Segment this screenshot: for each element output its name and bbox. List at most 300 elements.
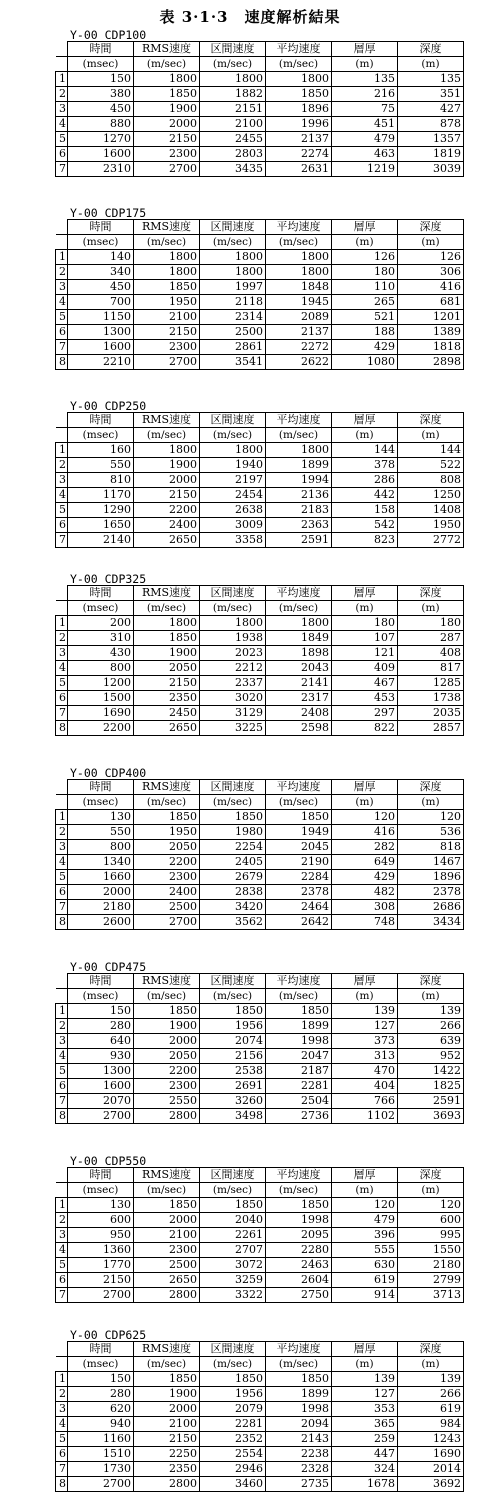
header-row [56, 780, 464, 795]
table-cell: 2200 [134, 503, 200, 518]
table-cell: 2272 [266, 340, 332, 355]
column-unit: (m/sec) [266, 1183, 332, 1198]
table-cell: 470 [332, 1064, 398, 1079]
table-row [56, 1288, 464, 1303]
table-cell: 135 [332, 72, 398, 87]
table-cell: 1600 [68, 340, 134, 355]
column-header: RMS速度 [134, 220, 200, 235]
table-row [56, 355, 464, 370]
table-cell: 75 [332, 102, 398, 117]
table-cell: 442 [332, 488, 398, 503]
table-cell: 416 [332, 825, 398, 840]
table-cell: 121 [332, 646, 398, 661]
table-row [56, 1273, 464, 1288]
column-header: 深度 [398, 780, 464, 795]
table-cell: 2550 [134, 1094, 200, 1109]
row-index: 1 [56, 1198, 68, 1213]
table-cell: 1360 [68, 1243, 134, 1258]
column-header: 区間速度 [200, 780, 266, 795]
table-cell: 139 [332, 1372, 398, 1387]
column-header: 層厚 [332, 220, 398, 235]
row-index: 7 [56, 162, 68, 177]
row-index: 3 [56, 646, 68, 661]
row-index: 5 [56, 1064, 68, 1079]
table-cell: 429 [332, 870, 398, 885]
table-cell: 1882 [200, 87, 266, 102]
units-corner [56, 1357, 68, 1372]
table-cell: 188 [332, 325, 398, 340]
table-row [56, 1402, 464, 1417]
column-header: RMS速度 [134, 413, 200, 428]
table-cell: 1800 [134, 72, 200, 87]
column-unit: (m/sec) [134, 235, 200, 250]
column-header: 深度 [398, 1168, 464, 1183]
table-cell: 2700 [68, 1109, 134, 1124]
table-cell: 353 [332, 1402, 398, 1417]
column-unit: (m/sec) [266, 601, 332, 616]
column-header: 時間 [68, 42, 134, 57]
row-index: 4 [56, 855, 68, 870]
table-cell: 878 [398, 117, 464, 132]
table-cell: 1270 [68, 132, 134, 147]
row-index: 8 [56, 1477, 68, 1492]
table-cell: 1898 [266, 646, 332, 661]
table-cell: 1896 [398, 870, 464, 885]
table-cell: 1250 [398, 488, 464, 503]
table-label: Y-00 CDP325 [70, 572, 147, 586]
table-cell: 550 [68, 825, 134, 840]
column-unit: (m/sec) [134, 428, 200, 443]
row-index: 3 [56, 1402, 68, 1417]
table-cell: 3260 [200, 1094, 266, 1109]
table-cell: 380 [68, 87, 134, 102]
table-cell: 2284 [266, 870, 332, 885]
column-header: 層厚 [332, 586, 398, 601]
table-cell: 1730 [68, 1462, 134, 1477]
table-cell: 1738 [398, 691, 464, 706]
table-cell: 2190 [266, 855, 332, 870]
velocity-table [55, 1341, 464, 1492]
table-cell: 139 [398, 1372, 464, 1387]
row-index: 3 [56, 280, 68, 295]
table-cell: 2212 [200, 661, 266, 676]
table-cell: 1800 [266, 616, 332, 631]
column-unit: (m/sec) [200, 601, 266, 616]
table-cell: 1997 [200, 280, 266, 295]
table-cell: 2045 [266, 840, 332, 855]
table-row [56, 646, 464, 661]
table-cell: 2200 [134, 855, 200, 870]
table-cell: 2100 [134, 1417, 200, 1432]
table-cell: 823 [332, 533, 398, 548]
table-cell: 200 [68, 616, 134, 631]
units-corner [56, 57, 68, 72]
table-cell: 130 [68, 810, 134, 825]
table-row [56, 1432, 464, 1447]
table-cell: 3435 [200, 162, 266, 177]
row-index: 1 [56, 1004, 68, 1019]
table-cell: 2281 [266, 1079, 332, 1094]
column-header: 平均速度 [266, 780, 332, 795]
column-unit: (m) [398, 1357, 464, 1372]
table-cell: 2070 [68, 1094, 134, 1109]
header-corner [56, 586, 68, 601]
table-cell: 1600 [68, 147, 134, 162]
units-corner [56, 795, 68, 810]
table-cell: 1800 [134, 616, 200, 631]
table-cell: 2000 [134, 1213, 200, 1228]
row-index: 1 [56, 443, 68, 458]
table-cell: 619 [332, 1273, 398, 1288]
table-cell: 180 [332, 616, 398, 631]
column-unit: (m) [332, 428, 398, 443]
column-unit: (m/sec) [200, 1183, 266, 1198]
row-index: 1 [56, 810, 68, 825]
table-cell: 427 [398, 102, 464, 117]
table-label: Y-00 CDP400 [70, 766, 147, 780]
table-cell: 3225 [200, 721, 266, 736]
table-cell: 126 [332, 250, 398, 265]
row-index: 6 [56, 1273, 68, 1288]
table-cell: 1900 [134, 102, 200, 117]
table-row [56, 1094, 464, 1109]
table-cell: 2050 [134, 1049, 200, 1064]
table-cell: 120 [398, 810, 464, 825]
column-header: 深度 [398, 1342, 464, 1357]
table-cell: 1900 [134, 1387, 200, 1402]
velocity-table [55, 1167, 464, 1303]
table-cell: 2500 [134, 900, 200, 915]
table-row [56, 661, 464, 676]
table-cell: 1900 [134, 1019, 200, 1034]
table-cell: 2141 [266, 676, 332, 691]
table-cell: 3072 [200, 1258, 266, 1273]
row-index: 2 [56, 1213, 68, 1228]
table-cell: 3420 [200, 900, 266, 915]
column-unit: (m/sec) [266, 235, 332, 250]
table-cell: 808 [398, 473, 464, 488]
row-index: 2 [56, 458, 68, 473]
column-unit: (m/sec) [266, 1357, 332, 1372]
table-cell: 266 [398, 1387, 464, 1402]
table-cell: 522 [398, 458, 464, 473]
table-row [56, 885, 464, 900]
table-cell: 1899 [266, 458, 332, 473]
table-row [56, 676, 464, 691]
row-index: 4 [56, 295, 68, 310]
column-unit: (m/sec) [134, 795, 200, 810]
row-index: 4 [56, 488, 68, 503]
row-index: 5 [56, 132, 68, 147]
table-cell: 2650 [134, 721, 200, 736]
table-cell: 1800 [134, 250, 200, 265]
table-cell: 2328 [266, 1462, 332, 1477]
table-cell: 2150 [134, 676, 200, 691]
table-row [56, 1049, 464, 1064]
row-index: 6 [56, 1079, 68, 1094]
table-cell: 150 [68, 1004, 134, 1019]
table-cell: 2074 [200, 1034, 266, 1049]
table-cell: 1300 [68, 1064, 134, 1079]
table-cell: 748 [332, 915, 398, 930]
table-cell: 2043 [266, 661, 332, 676]
column-unit: (m/sec) [200, 235, 266, 250]
table-cell: 818 [398, 840, 464, 855]
table-row [56, 721, 464, 736]
table-cell: 259 [332, 1432, 398, 1447]
table-cell: 2089 [266, 310, 332, 325]
table-cell: 2137 [266, 325, 332, 340]
table-cell: 280 [68, 1387, 134, 1402]
column-unit: (m/sec) [266, 57, 332, 72]
column-unit: (m) [332, 1357, 398, 1372]
table-cell: 2150 [134, 132, 200, 147]
row-index: 5 [56, 1432, 68, 1447]
table-cell: 2040 [200, 1213, 266, 1228]
table-cell: 1900 [134, 646, 200, 661]
table-cell: 1850 [134, 631, 200, 646]
table-row [56, 102, 464, 117]
table-cell: 479 [332, 1213, 398, 1228]
table-cell: 2050 [134, 661, 200, 676]
table-cell: 2405 [200, 855, 266, 870]
table-cell: 479 [332, 132, 398, 147]
table-row [56, 162, 464, 177]
column-unit: (m/sec) [200, 795, 266, 810]
table-cell: 1950 [398, 518, 464, 533]
column-header: 区間速度 [200, 1342, 266, 1357]
column-unit: (m) [398, 428, 464, 443]
table-cell: 1850 [134, 810, 200, 825]
units-corner [56, 428, 68, 443]
table-cell: 2554 [200, 1447, 266, 1462]
table-row [56, 840, 464, 855]
column-unit: (msec) [68, 1357, 134, 1372]
table-cell: 482 [332, 885, 398, 900]
table-cell: 1102 [332, 1109, 398, 1124]
column-header: 平均速度 [266, 586, 332, 601]
table-cell: 950 [68, 1228, 134, 1243]
table-cell: 2455 [200, 132, 266, 147]
row-index: 4 [56, 117, 68, 132]
table-cell: 2118 [200, 295, 266, 310]
table-cell: 2700 [134, 162, 200, 177]
table-cell: 110 [332, 280, 398, 295]
table-row [56, 1447, 464, 1462]
row-index: 3 [56, 840, 68, 855]
table-row [56, 900, 464, 915]
table-cell: 800 [68, 840, 134, 855]
column-unit: (m/sec) [266, 795, 332, 810]
table-cell: 1510 [68, 1447, 134, 1462]
header-row [56, 220, 464, 235]
units-row [56, 235, 464, 250]
table-row [56, 310, 464, 325]
table-row [56, 616, 464, 631]
table-label: Y-00 CDP175 [70, 206, 147, 220]
table-cell: 1800 [266, 250, 332, 265]
table-row [56, 1372, 464, 1387]
column-unit: (m/sec) [200, 989, 266, 1004]
table-cell: 995 [398, 1228, 464, 1243]
row-index: 7 [56, 1288, 68, 1303]
row-index: 8 [56, 721, 68, 736]
table-cell: 107 [332, 631, 398, 646]
table-cell: 880 [68, 117, 134, 132]
column-header: 区間速度 [200, 974, 266, 989]
table-cell: 1850 [266, 1372, 332, 1387]
table-cell: 3009 [200, 518, 266, 533]
table-row [56, 915, 464, 930]
row-index: 3 [56, 1034, 68, 1049]
table-cell: 144 [332, 443, 398, 458]
table-cell: 450 [68, 280, 134, 295]
table-row [56, 503, 464, 518]
table-cell: 817 [398, 661, 464, 676]
row-index: 6 [56, 691, 68, 706]
column-unit: (msec) [68, 989, 134, 1004]
row-index: 4 [56, 1049, 68, 1064]
column-header: 層厚 [332, 1168, 398, 1183]
velocity-table [55, 219, 464, 370]
table-cell: 1949 [266, 825, 332, 840]
table-cell: 2300 [134, 340, 200, 355]
column-header: RMS速度 [134, 974, 200, 989]
column-unit: (m) [398, 795, 464, 810]
table-row [56, 340, 464, 355]
table-cell: 135 [398, 72, 464, 87]
table-cell: 2200 [134, 1064, 200, 1079]
column-header: 区間速度 [200, 586, 266, 601]
table-cell: 140 [68, 250, 134, 265]
table-cell: 313 [332, 1049, 398, 1064]
table-cell: 1800 [200, 616, 266, 631]
table-cell: 2638 [200, 503, 266, 518]
header-row [56, 586, 464, 601]
header-corner [56, 974, 68, 989]
table-cell: 2187 [266, 1064, 332, 1079]
row-index: 1 [56, 1372, 68, 1387]
table-cell: 649 [332, 855, 398, 870]
table-cell: 630 [332, 1258, 398, 1273]
table-cell: 2350 [134, 1462, 200, 1477]
table-cell: 2281 [200, 1417, 266, 1432]
table-cell: 1900 [134, 458, 200, 473]
table-cell: 700 [68, 295, 134, 310]
column-header: 時間 [68, 586, 134, 601]
table-cell: 2095 [266, 1228, 332, 1243]
table-row [56, 1198, 464, 1213]
column-unit: (m/sec) [200, 428, 266, 443]
column-header: 区間速度 [200, 1168, 266, 1183]
units-corner [56, 1183, 68, 1198]
table-cell: 265 [332, 295, 398, 310]
table-cell: 1850 [266, 810, 332, 825]
table-cell: 766 [332, 1094, 398, 1109]
table-row [56, 1019, 464, 1034]
table-cell: 1850 [134, 1004, 200, 1019]
row-index: 6 [56, 885, 68, 900]
table-cell: 160 [68, 443, 134, 458]
table-cell: 2150 [68, 1273, 134, 1288]
row-index: 5 [56, 310, 68, 325]
table-cell: 2631 [266, 162, 332, 177]
table-cell: 2100 [200, 117, 266, 132]
table-cell: 430 [68, 646, 134, 661]
column-unit: (msec) [68, 795, 134, 810]
table-cell: 1500 [68, 691, 134, 706]
table-cell: 1956 [200, 1019, 266, 1034]
row-index: 5 [56, 870, 68, 885]
row-index: 2 [56, 265, 68, 280]
table-cell: 2400 [134, 518, 200, 533]
column-header: RMS速度 [134, 586, 200, 601]
units-row [56, 1357, 464, 1372]
table-row [56, 1213, 464, 1228]
table-cell: 365 [332, 1417, 398, 1432]
column-header: 平均速度 [266, 1168, 332, 1183]
table-cell: 1998 [266, 1034, 332, 1049]
table-cell: 2700 [68, 1288, 134, 1303]
table-cell: 2183 [266, 503, 332, 518]
header-corner [56, 220, 68, 235]
table-cell: 286 [332, 473, 398, 488]
table-cell: 2500 [134, 1258, 200, 1273]
table-cell: 120 [398, 1198, 464, 1213]
header-row [56, 1168, 464, 1183]
table-cell: 2350 [134, 691, 200, 706]
table-cell: 2500 [200, 325, 266, 340]
column-unit: (m/sec) [134, 601, 200, 616]
row-index: 4 [56, 1417, 68, 1432]
units-row [56, 795, 464, 810]
column-header: 平均速度 [266, 220, 332, 235]
table-cell: 2464 [266, 900, 332, 915]
column-unit: (msec) [68, 235, 134, 250]
table-cell: 1690 [398, 1447, 464, 1462]
column-header: 平均速度 [266, 974, 332, 989]
table-cell: 1201 [398, 310, 464, 325]
table-cell: 1850 [200, 1198, 266, 1213]
table-row [56, 488, 464, 503]
column-unit: (m/sec) [134, 57, 200, 72]
table-cell: 1650 [68, 518, 134, 533]
table-cell: 297 [332, 706, 398, 721]
table-row [56, 1387, 464, 1402]
table-row [56, 631, 464, 646]
table-cell: 1300 [68, 325, 134, 340]
table-cell: 3460 [200, 1477, 266, 1492]
table-cell: 3358 [200, 533, 266, 548]
table-cell: 2400 [134, 885, 200, 900]
units-corner [56, 235, 68, 250]
table-cell: 1389 [398, 325, 464, 340]
table-cell: 2274 [266, 147, 332, 162]
column-unit: (m) [332, 57, 398, 72]
table-cell: 2591 [266, 533, 332, 548]
table-cell: 2378 [266, 885, 332, 900]
table-cell: 1896 [266, 102, 332, 117]
row-index: 4 [56, 661, 68, 676]
header-corner [56, 1168, 68, 1183]
column-unit: (m/sec) [134, 1183, 200, 1198]
velocity-table [55, 41, 464, 177]
units-row [56, 601, 464, 616]
table-cell: 287 [398, 631, 464, 646]
table-cell: 150 [68, 1372, 134, 1387]
table-cell: 144 [398, 443, 464, 458]
table-row [56, 117, 464, 132]
